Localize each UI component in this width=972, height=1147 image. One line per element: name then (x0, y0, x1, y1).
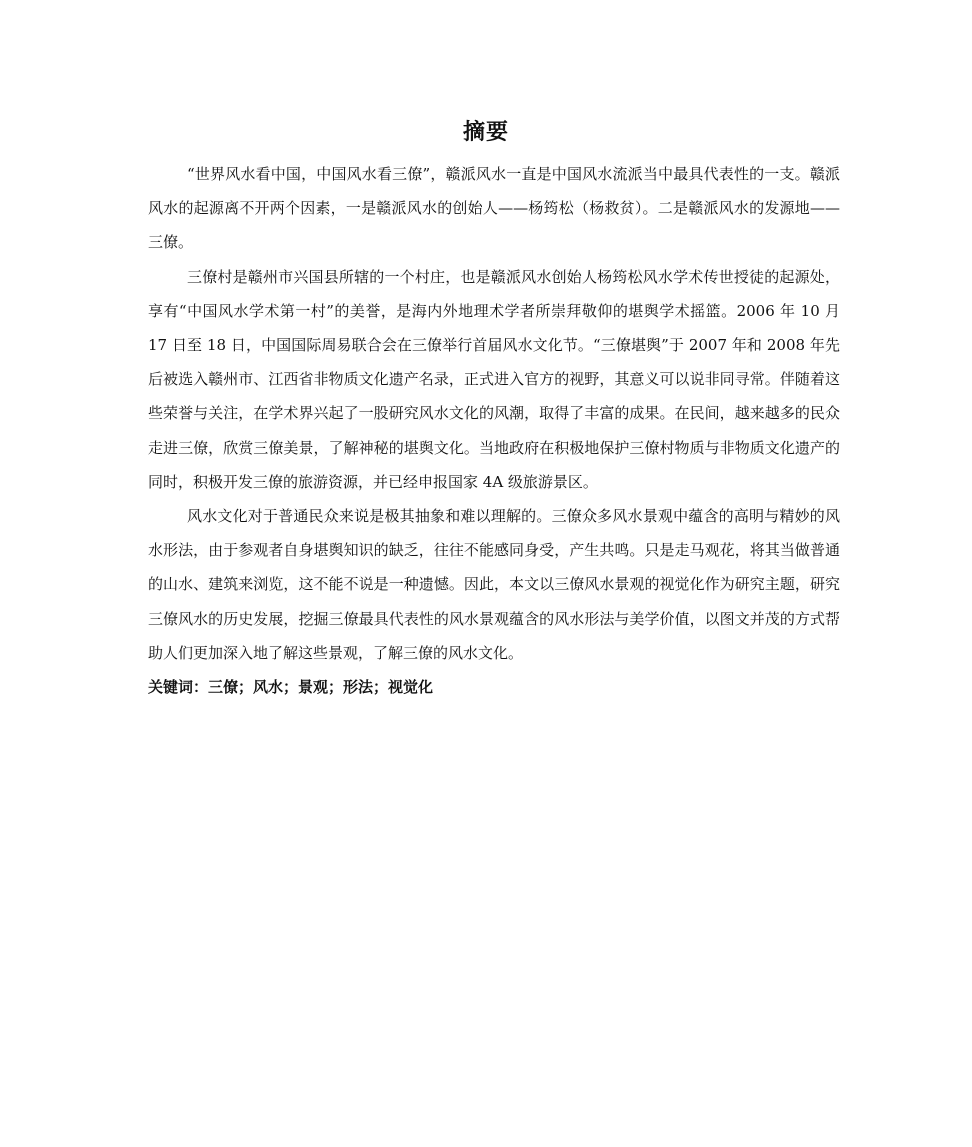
abstract-paragraph-2: 三僚村是赣州市兴国县所辖的一个村庄，也是赣派风水创始人杨筠松风水学术传世授徒的起源处，享有“中国风水学术第一村”的美誉，是海内外地理术学者所崇拜敬仰的堪舆学术摇篮。2006 年 10 月 17 日至 18 日，中国国际周易联合会在三僚举行首届风水文化节。“三僚堪舆”于 2007 年和 2008 年先后被选入赣州市、江西省非物质文化遗产名录，正式进入官方的视野，其意义可以说非同寻常。伴随着这些荣誉与关注，在学术界兴起了一股研究风水文化的风潮，取得了丰富的成果。在民间，越来越多的民众走进三僚，欣赏三僚美景，了解神秘的堪舆文化。当地政府在积极地保护三僚村物质与非物质文化遗产的同时，积极开发三僚的旅游资源，并已经申报国家 4A 级旅游景区。 (148, 267, 840, 491)
abstract-title: 摘要 (462, 120, 509, 145)
abstract-paragraph-1: “世界风水看中国，中国风水看三僚”，赣派风水一直是中国风水流派当中最具代表性的一支。赣派风水的起源离不开两个因素，一是赣派风水的创始人——杨筠松（杨救贫）。二是赣派风水的发源地——三僚。 (148, 165, 840, 252)
abstract-paragraph-3: 风水文化对于普通民众来说是极其抽象和难以理解的。三僚众多风水景观中蕴含的高明与精妙的风水形法，由于参观者自身堪舆知识的缺乏，往往不能感同身受，产生共鸣。只是走马观花，将其当做普通的山水、建筑来浏览，这不能不说是一种遗憾。因此，本文以三僚风水景观的视觉化作为研究主题，研究三僚风水的历史发展，挖掘三僚最具代表性的风水景观蕴含的风水形法与美学价值，以图文并茂的方式帮助人们更加深入地了解这些景观，了解三僚的风水文化。 (148, 507, 840, 662)
keywords-line: 关键词：三僚；风水；景观；形法；视觉化 (148, 678, 434, 697)
abstract-body (148, 157, 840, 704)
